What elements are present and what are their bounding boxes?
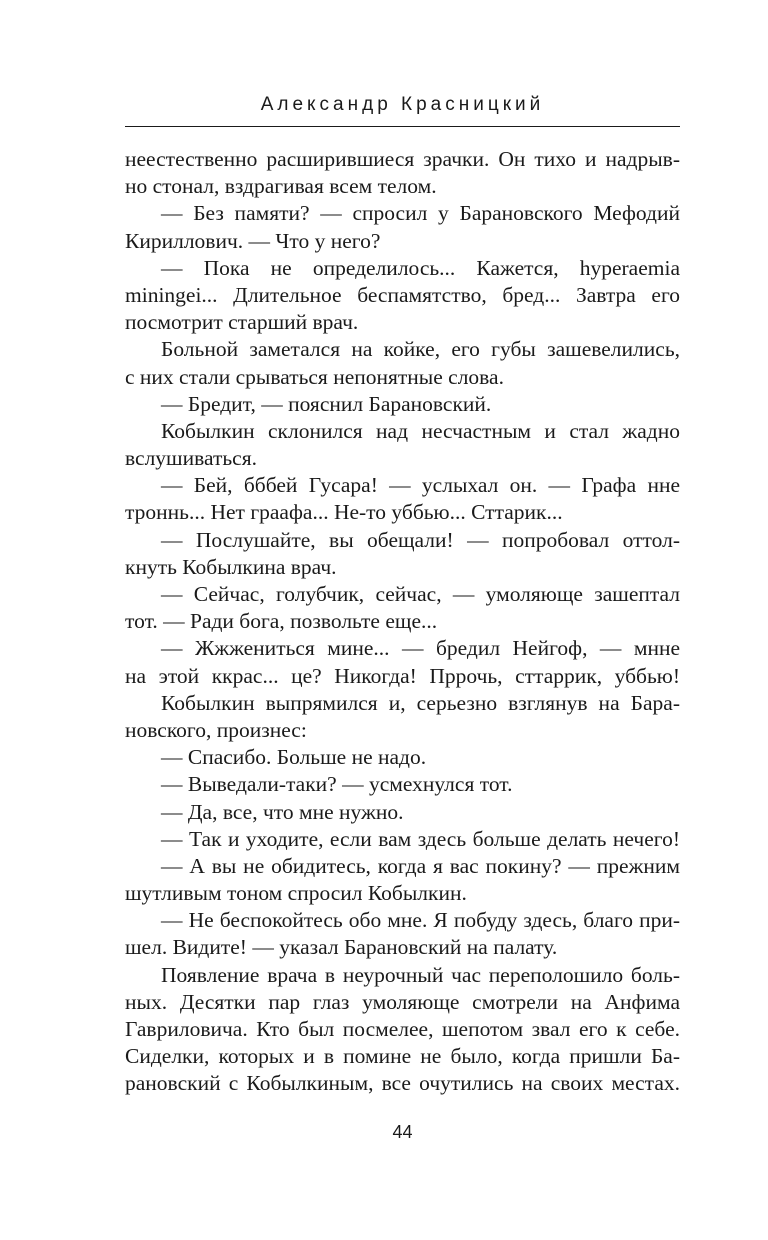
body-text [125,146,680,1098]
text-line: — Сейчас, голубчик, сейчас, — умоляюще зашептал [161,582,680,606]
text-line: — Да, все, что мне нужно. [161,799,404,824]
text-line: — Спасибо. Больше не надо. [161,745,427,770]
text-line: троннь... Нет граафа... Не-то уббью... Сттарик... [125,500,563,525]
text-line: на этой ккрас... це? Никогда! Пррочь, сттаррик, уббью! [125,663,680,688]
text-line: — Не беспокойтесь обо мне. Я побуду здесь, благо при- [161,908,680,933]
text-line: — Так и уходите, если вам здесь больше делать нечего! [161,826,680,851]
header-divider [125,126,680,127]
text-line: посмотрит старший врач. [125,310,359,335]
text-line: Появление врача в неурочный час переполошило боль- [161,962,680,987]
text-line: Кобылкин выпрямился и, серьезно взглянув на Бара- [161,690,680,715]
text-line: но стонал, вздрагивая всем телом. [125,174,437,199]
text-line: вслушиваться. [125,446,257,471]
text-line: Сиделки, которых и в помине не было, когда пришли Ба- [125,1044,680,1069]
text-line: miningei... Длительное беспамятство, бред... Завтра его [125,282,680,307]
text-line: Гавриловича. Кто был посмелее, шепотом звал его к себе. [125,1017,680,1041]
running-header: Александр Красницкий [260,94,545,115]
text-line: рановский с Кобылкиным, все очутились на своих местах. [125,1071,680,1096]
text-line: — Бей, бббей Гусара! — услыхал он. — Графа нне [161,473,680,498]
text-line: Кобылкин склонился над несчастным и стал жадно [161,418,680,443]
text-line: неестественно расширившиеся зрачки. Он тихо и надрыв- [125,147,680,171]
text-line: — А вы не обидитесь, когда я вас покину? — прежним [161,853,680,878]
text-line: с них стали срываться непонятные слова. [125,364,504,389]
text-line: — Без памяти? — спросил у Барановского Мефодий [161,201,680,226]
text-line: — Пока не определилось... Кажется, hyperaemia [161,255,680,280]
text-line: — Выведали-таки? — усмехнулся тот. [161,772,513,797]
text-line: Больной заметался на койке, его губы зашевелились, [161,337,680,362]
text-line: — Жжжениться мине... — бредил Нейгоф, — мнне [161,636,680,661]
page-number: 44 [392,1122,413,1142]
text-line: — Бредит, — пояснил Барановский. [161,391,492,416]
text-line: шутливым тоном спросил Кобылкин. [125,881,467,906]
text-line: ных. Десятки пар глаз умоляюще смотрели на Анфима [125,989,680,1014]
text-line: новского, произнес: [125,717,307,742]
text-line: шел. Видите! — указал Барановский на палату. [125,935,558,960]
text-line: тот. — Ради бога, позвольте еще... [125,609,438,634]
text-line: Кириллович. — Что у него? [125,228,381,253]
text-line: кнуть Кобылкина врач. [125,554,337,579]
text-line: — Послушайте, вы обещали! — попробовал оттол- [161,527,680,552]
